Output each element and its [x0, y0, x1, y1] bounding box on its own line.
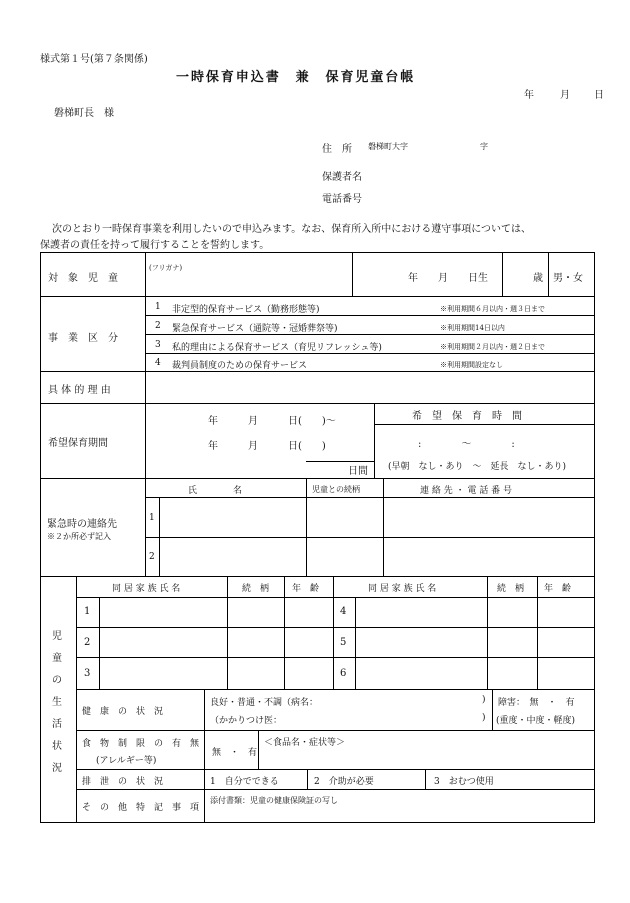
food-restriction-sub: (アレルギー等): [96, 756, 157, 766]
category-item-1-note: ※利用期間６月以内・週３日まで: [440, 305, 545, 313]
toilet-label: 排 泄 の 状 況: [82, 777, 164, 787]
date-day: 日: [594, 90, 604, 101]
time-header: 希 望 保 育 時 間: [412, 411, 522, 422]
category-item-4[interactable]: 裁判員制度のための保育サービス: [172, 361, 308, 371]
period-label: 希望保育期間: [48, 438, 108, 449]
family-row-2: 2: [84, 637, 91, 648]
emergency-col-contact: 連 絡 先 ・ 電 話 番 号: [420, 486, 513, 496]
time-options[interactable]: (早朝 なし・あり ～ 延長 なし・あり): [388, 462, 567, 472]
category-label: 事 業 区 分: [48, 333, 118, 344]
health-status[interactable]: 良好・普通・不調（病名：: [210, 698, 319, 708]
food-restriction-label: 食 物 制 限 の 有 無: [82, 739, 200, 749]
family-doctor[interactable]: （かかりつけ医：: [210, 716, 283, 726]
period-start[interactable]: 年 月 日( )～: [208, 416, 336, 427]
sex-field[interactable]: 男・女: [553, 273, 583, 284]
toilet-option-3[interactable]: 3 おむつ使用: [434, 777, 494, 787]
addressee: 磐梯町長 様: [54, 108, 114, 119]
reason-label: 具 体 的 理 由: [48, 385, 111, 396]
attachment-note: 添付書類：児童の健康保険証の写し: [210, 796, 338, 805]
age-header-right: 年 齢: [544, 584, 572, 594]
life-status-label: 児 童 の 生 活 状 況: [52, 631, 62, 774]
page-title: 一時保育申込書 兼 保育児童台帳: [176, 70, 416, 85]
family-row-3: 3: [84, 668, 91, 679]
age-header-left: 年 齢: [292, 584, 320, 594]
family-name-header-left: 同 居 家 族 氏 名: [112, 584, 181, 594]
period-end[interactable]: 年 月 日( ): [208, 441, 326, 452]
category-item-1[interactable]: 非定型的保育サービス（勤務形態等): [172, 305, 320, 315]
emergency-label: 緊急時の連絡先: [47, 519, 117, 530]
category-item-2-no: 2: [155, 321, 161, 331]
relation-header-right: 続 柄: [497, 584, 525, 594]
toilet-option-2[interactable]: 2 介助が必要: [314, 777, 374, 787]
child-label: 対 象 児 童: [48, 273, 118, 284]
reason-input[interactable]: [148, 374, 592, 401]
category-item-4-note: ※利用期間設定なし: [440, 361, 503, 369]
health-status-close: ): [482, 695, 486, 705]
address-aza: 字: [480, 142, 488, 151]
category-item-3-note: ※利用期間２月以内・週２日まで: [440, 343, 545, 351]
family-doctor-close: ): [482, 713, 486, 723]
emergency-note: ※２か所必ず記入: [47, 532, 111, 541]
time-range[interactable]: : ～ :: [418, 439, 515, 450]
period-days[interactable]: 日間: [348, 466, 368, 477]
toilet-option-1[interactable]: 1 自分でできる: [210, 777, 279, 787]
intro-line-1: 次のとおり一時保育事業を利用したいので申込みます。なお、保育所入所中における遵守事項については、: [52, 224, 531, 235]
other-notes-label: そ の 他 特 記 事 項: [82, 803, 200, 813]
family-name-header-right: 同 居 家 族 氏 名: [368, 584, 437, 594]
date-year: 年: [524, 90, 534, 101]
category-item-4-no: 4: [155, 358, 161, 368]
emergency-col-name: 氏 名: [188, 486, 243, 496]
address-label: 住 所: [322, 144, 352, 155]
age-field[interactable]: 歳: [533, 273, 543, 284]
birth-date-field[interactable]: 年 月 日生: [408, 273, 488, 284]
date-month: 月: [560, 90, 570, 101]
disability-status[interactable]: 障害： 無 ・ 有: [498, 698, 575, 708]
emergency-row-1: 1: [149, 513, 155, 523]
phone-label: 電話番号: [322, 194, 362, 205]
category-item-3[interactable]: 私的理由による保育サービス（育児リフレッシュ等): [172, 343, 382, 353]
category-item-3-no: 3: [155, 340, 161, 350]
health-label: 健 康 の 状 況: [82, 707, 164, 717]
family-row-5: 5: [340, 637, 347, 648]
furigana-label: (フリガナ): [149, 264, 183, 272]
category-item-1-no: 1: [155, 302, 161, 312]
category-item-2[interactable]: 緊急保育サービス（通院等・冠婚葬祭等): [172, 324, 338, 334]
guardian-name-label: 保護者名: [322, 172, 362, 183]
food-restriction-choice[interactable]: 無 ・ 有: [212, 748, 258, 758]
family-row-1: 1: [84, 606, 91, 617]
emergency-row-2: 2: [149, 552, 155, 562]
intro-line-2: 保護者の責任を持って履行することを誓約します。: [40, 240, 270, 251]
category-item-2-note: ※利用期間14日以内: [440, 324, 505, 332]
food-detail[interactable]: ＜食品名・症状等＞: [264, 738, 346, 748]
address-value[interactable]: 磐梯町大字: [368, 142, 408, 151]
relation-header-left: 続 柄: [242, 584, 270, 594]
family-row-6: 6: [340, 668, 347, 679]
emergency-col-relation: 児童との続柄: [312, 485, 360, 494]
form-number: 様式第１号(第７条関係): [40, 54, 148, 65]
family-row-4: 4: [340, 606, 347, 617]
disability-level[interactable]: (重度・中度・軽度): [496, 716, 576, 726]
